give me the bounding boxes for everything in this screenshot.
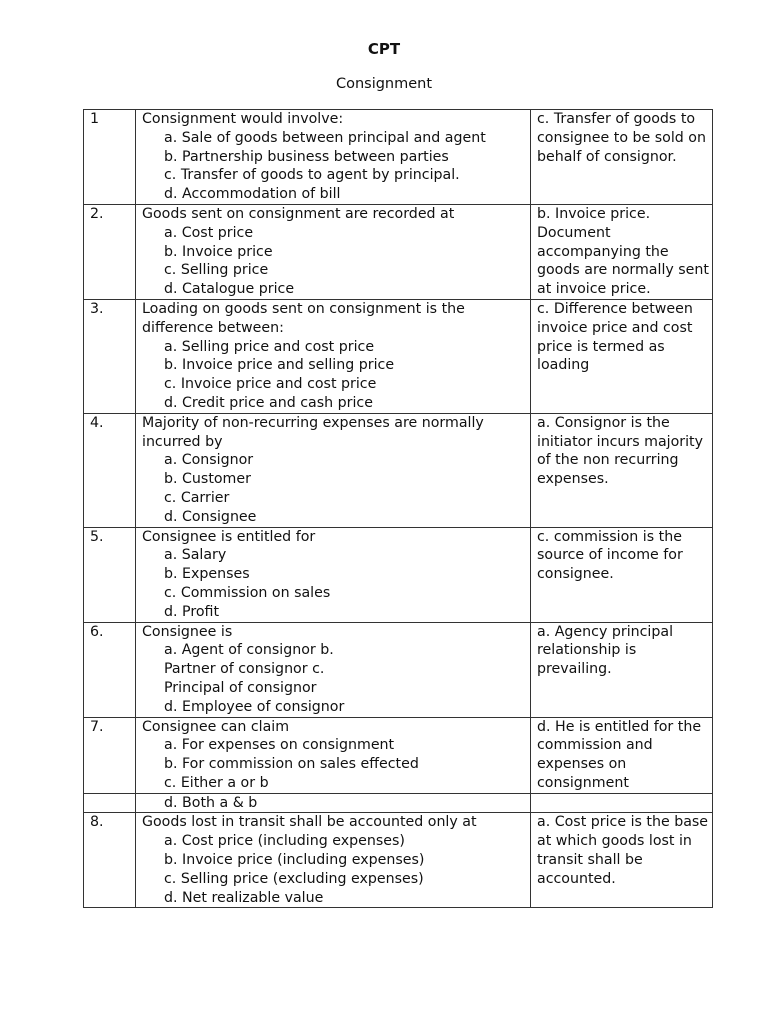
answer-cell: b. Invoice price. Document accompanying the goods are normally sent at invoice price. xyxy=(531,204,713,299)
option-item: b. Customer xyxy=(164,471,251,488)
question-number: 3. xyxy=(84,299,136,413)
question-text: Consignee is entitled for xyxy=(142,528,316,545)
answer-cell xyxy=(531,793,713,813)
option-item: Principal of consignor xyxy=(164,679,317,696)
option-item: b. For commission on sales effected xyxy=(164,756,419,773)
option-item: d. Accommodation of bill xyxy=(164,186,341,203)
question-text: Loading on goods sent on consignment is the difference between: xyxy=(142,300,465,336)
question-row xyxy=(84,110,713,205)
option-item: c. Carrier xyxy=(164,489,230,506)
question-row xyxy=(84,413,713,527)
option-item: d. Catalogue price xyxy=(164,281,295,298)
question-cell xyxy=(136,527,531,622)
question-number: 7. xyxy=(84,717,136,793)
question-number xyxy=(84,793,136,813)
option-item: a. Sale of goods between principal and agent xyxy=(164,129,486,146)
question-text: Majority of non-recurring expenses are normally incurred by xyxy=(142,414,484,450)
option-item: a. Cost price (including expenses) xyxy=(164,833,405,850)
option-item: a. Agent of consignor b. xyxy=(164,642,334,659)
answer-cell: a. Cost price is the base at which goods lost in transit shall be accounted. xyxy=(531,813,713,908)
question-number: 4. xyxy=(84,413,136,527)
option-item: d. Credit price and cash price xyxy=(164,394,373,411)
option-list xyxy=(142,224,527,299)
question-row xyxy=(84,527,713,622)
question-cell xyxy=(136,622,531,717)
question-number: 1 xyxy=(84,110,136,205)
option-item: c. Commission on sales xyxy=(164,584,331,601)
option-list xyxy=(142,546,527,621)
option-item: b. Partnership business between parties xyxy=(164,148,449,165)
option-item: b. Invoice price and selling price xyxy=(164,357,395,374)
question-number: 5. xyxy=(84,527,136,622)
answer-cell: c. Transfer of goods to consignee to be sold on behalf of consignor. xyxy=(531,110,713,205)
question-cell xyxy=(136,813,531,908)
question-cell xyxy=(136,413,531,527)
option-item: a. Salary xyxy=(164,547,227,564)
question-text: Consignment would involve: xyxy=(142,111,344,127)
question-table xyxy=(83,109,713,908)
question-cell xyxy=(136,299,531,413)
question-number: 6. xyxy=(84,622,136,717)
question-row xyxy=(84,622,713,717)
option-item: c. Transfer of goods to agent by principal. xyxy=(164,167,460,184)
question-row xyxy=(84,204,713,299)
option-item: d. Profit xyxy=(164,603,220,620)
answer-cell: a. Consignor is the initiator incurs majority of the non recurring expenses. xyxy=(531,413,713,527)
option-list xyxy=(142,736,527,792)
answer-cell: a. Agency principal relationship is prevailing. xyxy=(531,622,713,717)
option-item: b. Expenses xyxy=(164,566,250,583)
question-table-body xyxy=(84,110,713,908)
document-subtitle: Consignment xyxy=(335,76,433,92)
question-cell xyxy=(136,793,531,813)
document-title: CPT xyxy=(367,40,401,58)
option-item: c. Invoice price and cost price xyxy=(164,376,377,393)
question-row xyxy=(84,813,713,908)
option-item: c. Selling price (excluding expenses) xyxy=(164,870,424,887)
option-list xyxy=(142,794,527,813)
question-row-continuation xyxy=(84,793,713,813)
question-cell xyxy=(136,204,531,299)
option-item: b. Invoice price (including expenses) xyxy=(164,852,425,869)
option-item: a. For expenses on consignment xyxy=(164,737,395,754)
question-text: Consignee can claim xyxy=(142,718,290,735)
option-item: d. Both a & b xyxy=(164,794,258,811)
question-number: 8. xyxy=(84,813,136,908)
question-cell xyxy=(136,717,531,793)
question-number: 2. xyxy=(84,204,136,299)
question-row xyxy=(84,717,713,793)
option-item: b. Invoice price xyxy=(164,243,273,260)
answer-cell: c. commission is the source of income for consignee. xyxy=(531,527,713,622)
option-item: a. Cost price xyxy=(164,224,254,241)
option-item: d. Employee of consignor xyxy=(164,698,345,715)
option-item: c. Either a or b xyxy=(164,774,269,791)
question-text: Goods lost in transit shall be accounted only at xyxy=(142,814,477,831)
question-text: Goods sent on consignment are recorded at xyxy=(142,205,455,222)
option-list xyxy=(142,832,527,907)
question-row xyxy=(84,299,713,413)
option-list xyxy=(142,129,527,204)
option-item: d. Net realizable value xyxy=(164,889,324,906)
option-list xyxy=(142,451,527,526)
option-item: c. Selling price xyxy=(164,262,269,279)
answer-cell: c. Difference between invoice price and cost price is termed as loading xyxy=(531,299,713,413)
option-item: Partner of consignor c. xyxy=(164,661,325,678)
answer-cell: d. He is entitled for the commission and expenses on consignment xyxy=(531,717,713,793)
question-text: Consignee is xyxy=(142,623,233,640)
option-item: a. Consignor xyxy=(164,452,254,469)
option-list xyxy=(142,338,527,413)
question-cell xyxy=(136,110,531,205)
option-list xyxy=(142,641,527,716)
option-item: d. Consignee xyxy=(164,508,257,525)
option-item: a. Selling price and cost price xyxy=(164,338,375,355)
